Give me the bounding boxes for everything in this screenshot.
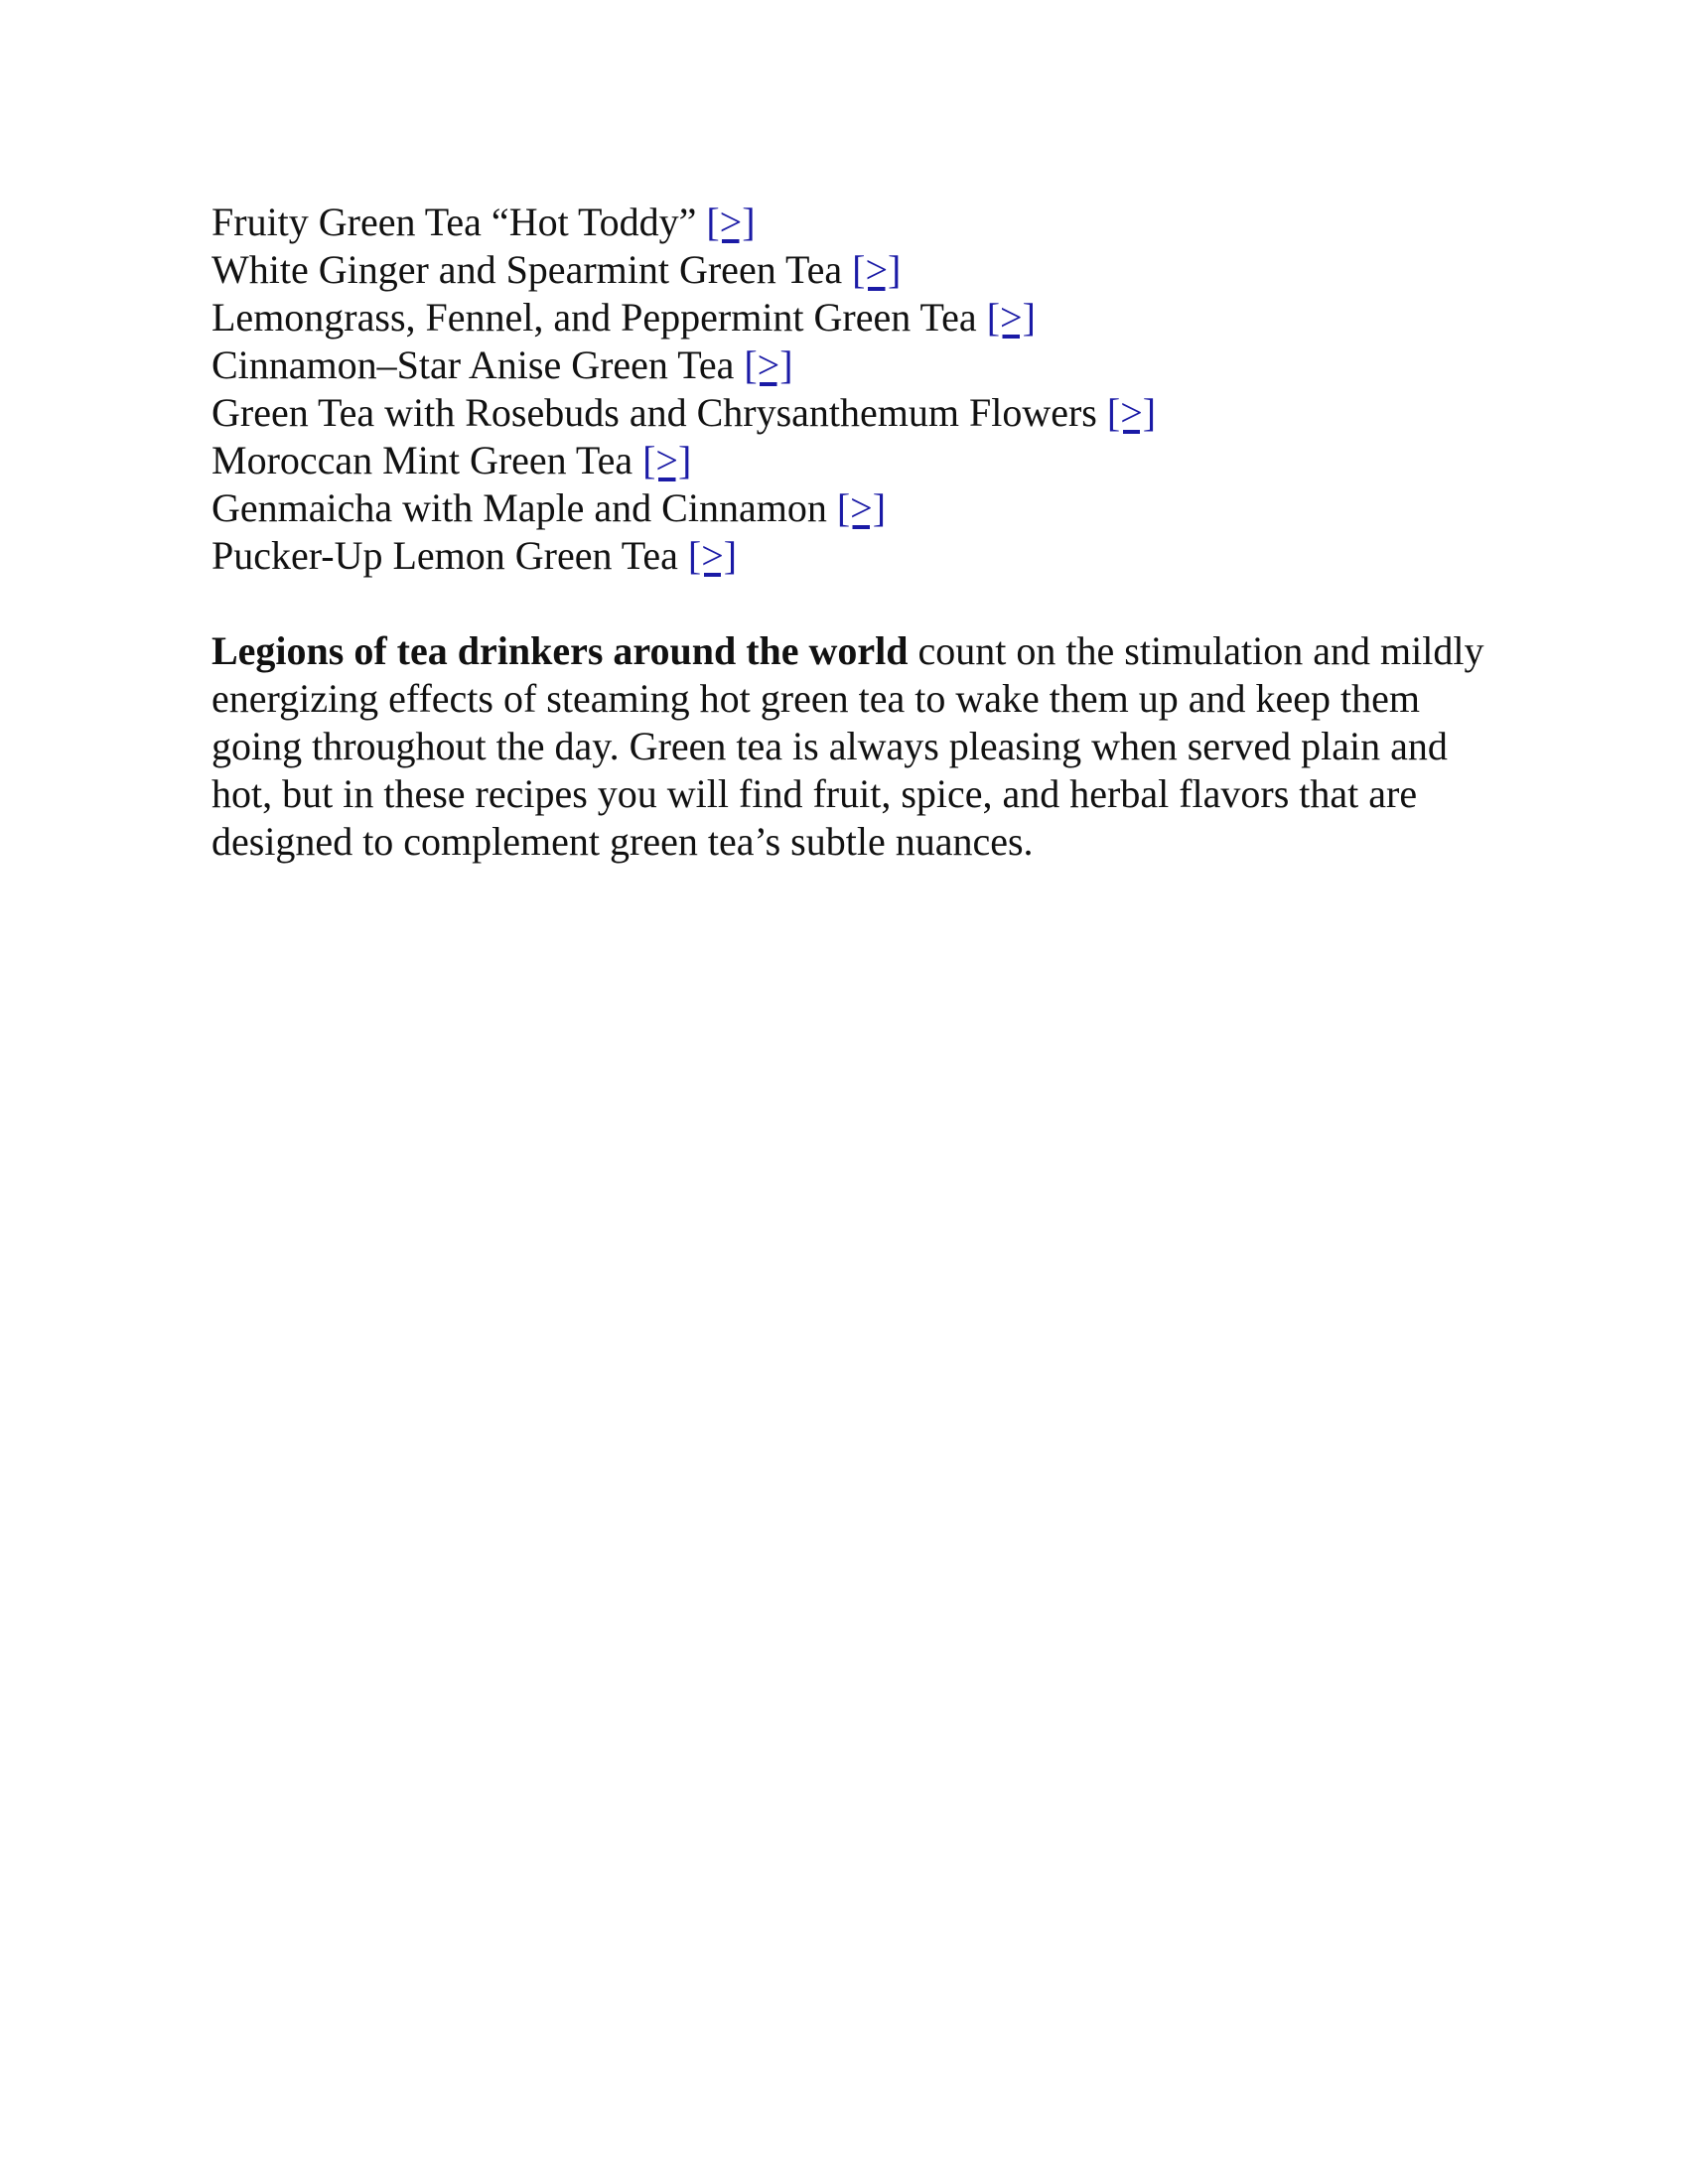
recipe-link[interactable]: [>] <box>642 438 692 482</box>
recipe-title: Green Tea with Rosebuds and Chrysanthemum Flowers <box>211 390 1097 435</box>
list-item <box>211 389 1502 437</box>
intro-paragraph <box>211 627 1492 866</box>
recipe-link[interactable]: [>] <box>852 247 902 292</box>
recipe-title: White Ginger and Spearmint Green Tea <box>211 247 843 292</box>
list-item <box>211 341 1502 389</box>
recipe-link[interactable]: [>] <box>706 200 756 244</box>
recipe-link[interactable]: [>] <box>744 342 793 387</box>
recipe-list <box>211 199 1502 580</box>
recipe-title: Pucker-Up Lemon Green Tea <box>211 533 678 578</box>
list-item <box>211 199 1502 246</box>
recipe-title: Cinnamon–Star Anise Green Tea <box>211 342 735 387</box>
recipe-title: Fruity Green Tea “Hot Toddy” <box>211 200 697 244</box>
list-item <box>211 484 1502 532</box>
recipe-link[interactable]: [>] <box>836 485 887 530</box>
intro-body: count on the stimulation and mildly energizing effects of steaming hot green tea to wake them up and keep them going throughout the day. Green tea is always pleasing when served plain and hot, but in these recipes you will find fruit, spice, and herbal flavors that are designed to complement green tea’s subtle nuances. <box>211 628 1484 864</box>
list-item <box>211 532 1502 580</box>
recipe-link[interactable]: [>] <box>1106 390 1157 435</box>
list-item <box>211 246 1502 294</box>
intro-lead: Legions of tea drinkers around the world <box>211 628 909 673</box>
recipe-title: Genmaicha with Maple and Cinnamon <box>211 485 827 530</box>
recipe-link[interactable]: [>] <box>986 295 1036 340</box>
list-item <box>211 437 1502 484</box>
recipe-link[interactable]: [>] <box>687 533 738 578</box>
list-item <box>211 294 1502 341</box>
document-page <box>211 199 1502 866</box>
recipe-title: Lemongrass, Fennel, and Peppermint Green Tea <box>211 295 977 340</box>
recipe-title: Moroccan Mint Green Tea <box>211 438 633 482</box>
